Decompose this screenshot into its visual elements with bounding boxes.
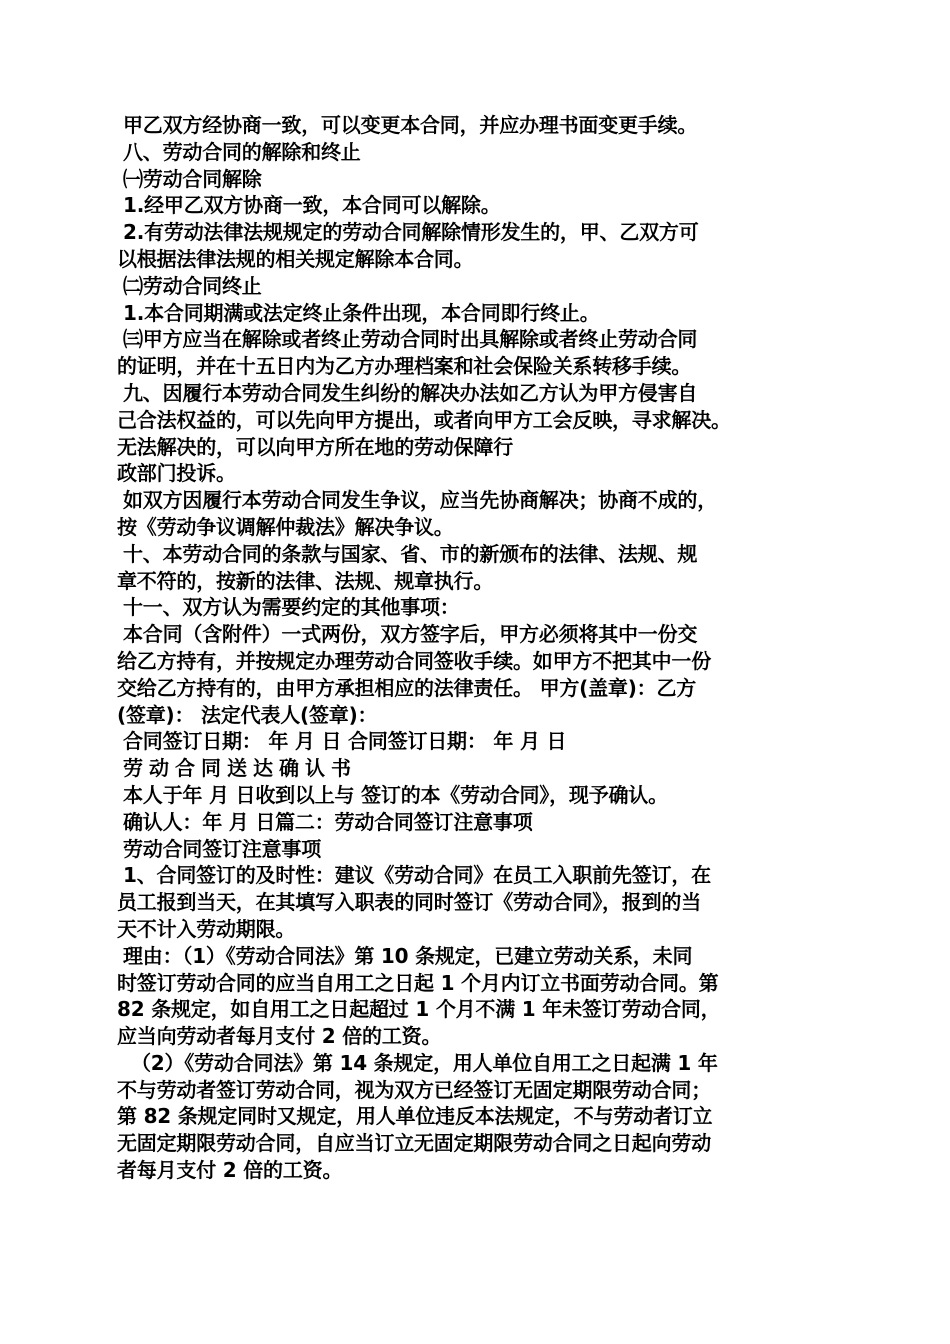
paragraph-line: 理由：（1）《劳动合同法》第 10 条规定，已建立劳动关系，未同 <box>123 943 693 968</box>
section-heading: 十、本劳动合同的条款与国家、省、市的新颁布的法律、法规、规 <box>123 541 698 566</box>
section-heading: 九、因履行本劳动合同发生纠纷的解决办法如乙方认为甲方侵害自 <box>123 380 698 405</box>
paragraph-line: 以根据法律法规的相关规定解除本合同。 <box>117 246 474 271</box>
paragraph-line: 按《劳动争议调解仲裁法》解决争议。 <box>117 514 454 539</box>
paragraph-line: 己合法权益的，可以先向甲方提出，或者向甲方工会反映，寻求解决。 <box>117 407 731 432</box>
paragraph-line: 天不计入劳动期限。 <box>117 916 296 941</box>
paragraph-line: 章不符的，按新的法律、法规、规章执行。 <box>117 568 494 593</box>
paragraph-line: 无固定期限劳动合同，自应当订立无固定期限劳动合同之日起向劳动 <box>117 1131 711 1156</box>
paragraph-line: （2）《劳动合同法》第 14 条规定，用人单位自用工之日起满 1 年 <box>131 1050 718 1075</box>
paragraph-line: 本人于年 月 日收到以上与 签订的本《劳动合同》，现予确认。 <box>123 782 668 807</box>
section-heading: 八、劳动合同的解除和终止 <box>123 139 361 164</box>
paragraph-line: 82 条规定，如自用工之日起超过 1 个月不满 1 年未签订劳动合同， <box>117 997 721 1022</box>
paragraph-line: 1、合同签订的及时性：建议《劳动合同》在员工入职前先签订，在 <box>123 863 711 888</box>
paragraph-line: 甲乙双方经协商一致，可以变更本合同，并应办理书面变更手续。 <box>123 113 698 137</box>
paragraph-line: 应当向劳动者每月支付 2 倍的工资。 <box>117 1024 442 1049</box>
paragraph-line: ㈢甲方应当在解除或者终止劳动合同时出具解除或者终止劳动合同 <box>123 327 698 352</box>
paragraph-line: 不与劳动者签订劳动合同，视为双方已经签订无固定期限劳动合同； <box>117 1077 711 1102</box>
paragraph-line: 员工报到当天，在其填写入职表的同时签订《劳动合同》，报到的当 <box>117 890 701 915</box>
paragraph-line: 的证明，并在十五日内为乙方办理档案和社会保险关系转移手续。 <box>117 354 692 379</box>
receipt-title: 劳动合同送达确认书 <box>123 756 357 781</box>
subsection-heading: ㈡劳动合同终止 <box>123 273 262 298</box>
paragraph-line: 1.本合同期满或法定终止条件出现，本合同即行终止。 <box>123 300 600 325</box>
paragraph-line: 本合同（含附件）一式两份，双方签字后，甲方必须将其中一份交 <box>123 622 698 647</box>
paragraph-line: 确认人：年 月 日篇二：劳动合同签订注意事项 <box>123 809 533 834</box>
signature-line: (签章)： 法定代表人(签章)： <box>117 702 378 727</box>
section-heading: 劳动合同签订注意事项 <box>123 836 321 861</box>
paragraph-line: 1.经甲乙双方协商一致，本合同可以解除。 <box>123 193 501 218</box>
subsection-heading: ㈠劳动合同解除 <box>123 166 262 191</box>
section-heading: 十一、双方认为需要约定的其他事项： <box>123 595 460 620</box>
paragraph-line: 如双方因履行本劳动合同发生争议，应当先协商解决；协商不成的， <box>123 488 717 513</box>
document-body <box>117 112 857 1184</box>
paragraph-line: 无法解决的，可以向甲方所在地的劳动保障行 <box>117 434 513 459</box>
paragraph-line: 时签订劳动合同的应当自用工之日起 1 个月内订立书面劳动合同。第 <box>117 970 719 995</box>
paragraph-line: 2.有劳动法律法规规定的劳动合同解除情形发生的，甲、乙双方可 <box>123 220 699 245</box>
paragraph-line: 者每月支付 2 倍的工资。 <box>117 1158 343 1183</box>
paragraph-line: 政部门投诉。 <box>117 461 236 486</box>
paragraph-line: 第 82 条规定同时又规定，用人单位违反本法规定，不与劳动者订立 <box>117 1104 713 1129</box>
signing-date-line: 合同签订日期： 年 月 日 合同签订日期： 年 月 日 <box>123 729 567 754</box>
paragraph-line: 给乙方持有，并按规定办理劳动合同签收手续。如甲方不把其中一份 <box>117 648 711 673</box>
paragraph-line: 交给乙方持有的，由甲方承担相应的法律责任。 甲方(盖章)：乙方 <box>117 675 697 700</box>
